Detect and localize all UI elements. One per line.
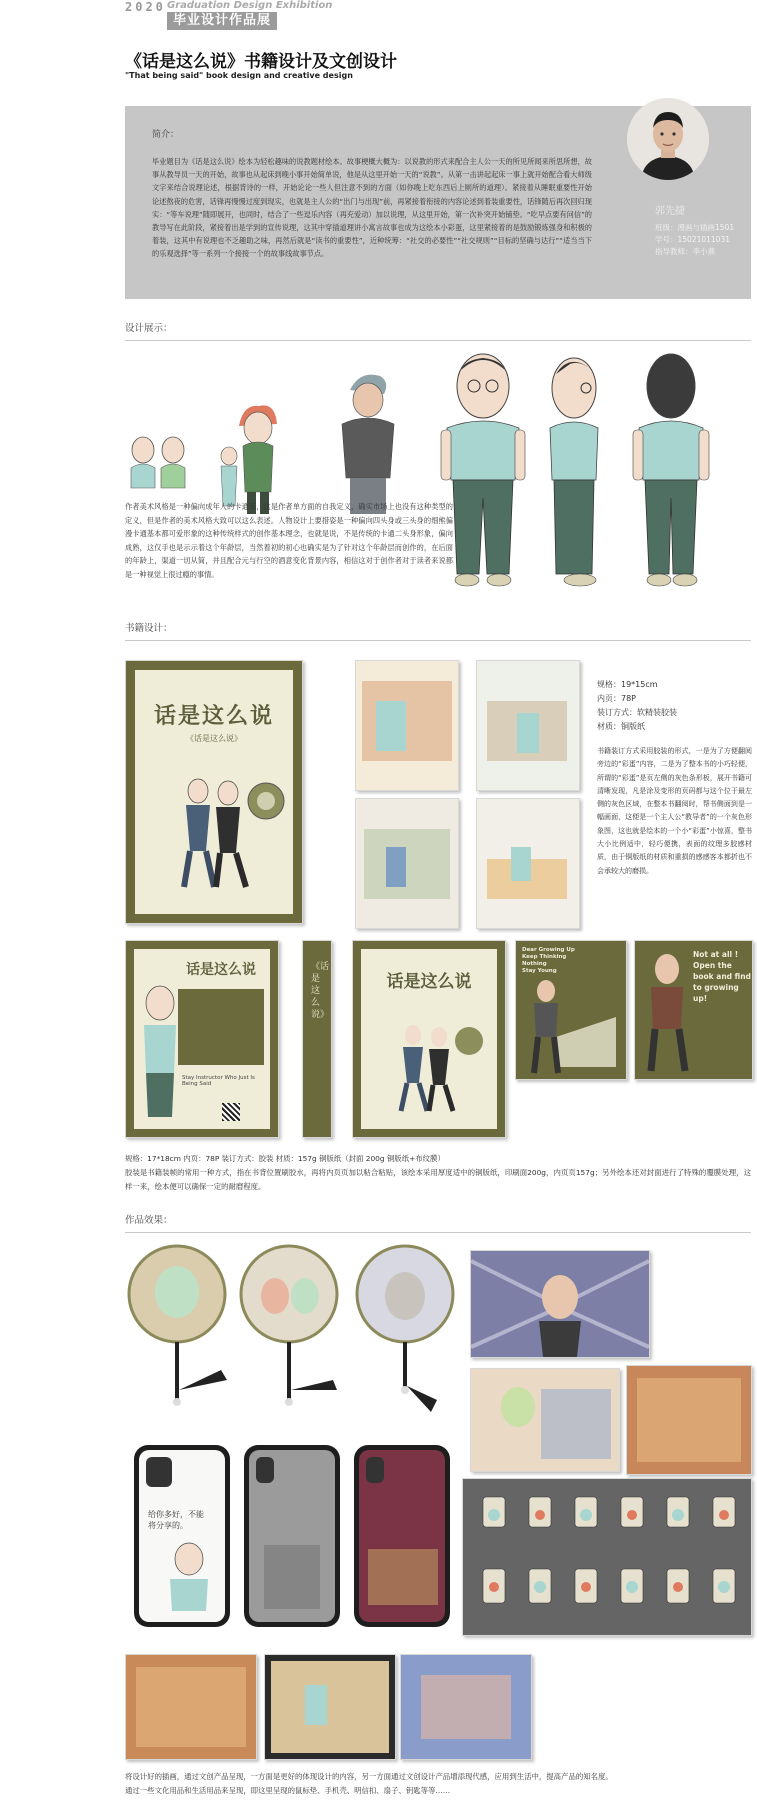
effects-caption-detail: 通过一些文化用品和生活用品来呈现，即这里呈现的鼠标垫、手机壳、明信扣、扇子、钥匙等等…… (125, 1786, 451, 1795)
spec-binding: 装订方式：软精装胶装 (597, 708, 677, 717)
book-heading: 书籍设计： (125, 623, 173, 634)
postcard-2-text (693, 949, 751, 1004)
cover-illustration (166, 761, 286, 901)
intro-heading: 简介： (152, 130, 180, 140)
cover-title: 话是这么说 (153, 704, 274, 729)
effects-heading: 作品效果： (125, 1215, 173, 1226)
postcard-2-illustration (641, 951, 697, 1075)
fan-3 (357, 1246, 453, 1412)
book-page-1 (355, 660, 459, 791)
fan-products (125, 1240, 465, 1440)
book-front-cover (352, 940, 506, 1138)
print-1 (470, 1368, 620, 1472)
front-cover-illustration (379, 1011, 489, 1121)
header-exhibition-cn: 毕业设计作品展 (167, 12, 277, 30)
character-sketch-red-hair (221, 405, 277, 514)
book-spine (302, 940, 332, 1138)
postcard-2-line-1: Not at all ! (693, 950, 739, 959)
spec-size: 规格：19*15cm (597, 680, 658, 689)
postcard-2-line-3: book and find (693, 972, 751, 981)
cover-subtitle: 《话是这么说》 (186, 734, 242, 743)
postcard-2-line-2: Open the (693, 961, 732, 970)
book-spec-description: 书籍装订方式采用胶装的形式，一是为了方便翻阅旁边的“彩蛋”内容，二是为了整本书的小巧轻便，所谓的“彩蛋”是页左侧的灰色条形板，展开书籍可清晰发现，凡是涂及变形的页码都与这个位于最左侧的灰色区域，在整本书翻阅时，帮书侧面到是一幅画面，这便是一个主人公“教导者”的一个灰色形象图，这也就是绘本的一个小“彩蛋”小惊喜，整书大小比例适中，轻巧便携，表面的纹理多胶感材质，由于铜版纸的材质和重损的感感客本都折也不会承较大的磨损。 (597, 747, 752, 875)
back-cover-character (138, 981, 182, 1121)
print-2 (626, 1365, 752, 1475)
spine-title: 《话是这么说》 (311, 962, 330, 1020)
postcard-1-line-3: Nothing (522, 961, 547, 967)
page-title: 《话是这么说》书籍设计及文创设计 (125, 52, 397, 72)
book-caption-detail: 胶装是书籍装帧的常用一种方式，指在书背位置刷胶水，再将内页页加以粘合粘贴，该绘本采用厚度适中的铜版纸，印刷面200g，内页页157g；另外绘本还对封面进行了特殊的覆膜处理，这样一来，绘本便可以确保一定的耐磨程度。 (125, 1168, 751, 1191)
header-year: 2020 (125, 0, 166, 14)
effects-caption: 将设计好的插画，通过文创产品呈现，一方面是更好的体现设计的内容，另一方面通过文创设计产品增添现代感，应用到生活中，提高产品的知名度。 (125, 1772, 613, 1781)
postcard-1-line-4: Stay Young (522, 968, 557, 974)
postcard-1 (515, 940, 627, 1080)
phone-case-1-text: 给你多好，不能将分享的。 (148, 1510, 204, 1530)
book-divider (125, 640, 751, 641)
front-cover-title: 话是这么说 (386, 972, 472, 992)
fan-2 (241, 1246, 337, 1406)
book-back-cover (125, 940, 279, 1138)
design-divider (125, 340, 751, 341)
character-turnaround-front (441, 354, 525, 586)
author-student-id: 学号：15021011031 (655, 235, 730, 244)
back-cover-text: Stay Instructor Who Just Is Being Said (182, 1075, 255, 1087)
book-page-2 (476, 660, 580, 791)
keychain-set (462, 1478, 752, 1636)
spec-material: 材质：铜版纸 (597, 722, 645, 731)
portrait-icon (627, 98, 709, 180)
character-turnaround-side (550, 358, 598, 586)
character-sketch-tank-top (342, 375, 394, 514)
book-page-3 (355, 798, 459, 929)
phone-case-2 (244, 1445, 340, 1627)
design-heading: 设计展示： (125, 323, 173, 334)
postcard-2 (634, 940, 753, 1080)
book-page-4 (476, 798, 580, 929)
design-description: 作者美术风格是一种偏向成年人的卡通版，这是作者单方面的自我定义，确实市场上也没有这种类型的定义，但是作者的美术风格大致可以这么表述。人物设计上要措姿是一种偏向四头身或三头身的细熊偏漫卡通基本都可爱形象的这种传统样式的创作基本理念，也就是说，不是传统的卡通二头身形象，偏向成熟，这仅手也是示示着这个年龄层，当然着初的初心也确实是为了针对这个年龄层而创作的，在后面的年龄上，渠道一切从简，并且配合元与行空的酒意变化背景内容，相信这对于创作者对于读者来说都是一种视觉上很过瘾的事情。 (125, 502, 453, 579)
author-class: 班级：漫画与插画1501 (655, 223, 735, 232)
phone-case-1-character (164, 1541, 214, 1611)
spec-pages: 内页：78P (597, 694, 637, 703)
keychain-illustrations (463, 1479, 751, 1635)
qr-code-icon (222, 1103, 240, 1121)
author-name: 郭先捷 (655, 206, 685, 217)
postcard-1-text (522, 947, 575, 975)
author-advisor: 指导教师：李小燕 (655, 247, 715, 256)
postcard-1-line-1: Dear Growing Up (522, 947, 575, 953)
intro-body: 毕业题目为《话是这么说》绘本为轻松趣味的说教题材绘本。故事梗概大概为：以说教的形式来配合主人公一天的所见所闻来所思所想，故事从教导员一天的开始，故事也从起床到晚小事开始简单说，他是从这里开始一天的“说教”。从第一击讲起起床一事上就开始配合看大师级文字来结合说理论述，根据背诗的一样，开始论论一些人但注意不到的方面（如你晚上吃东西后上厕所的道理）。紧接着从睡眠重要性开始论述熬夜的危害，话锋再慢慢过度到现实，也就是主人公的“出门与出现”前，再紧接着衔接的内容论述到着装重要性，话锋随后再次回归现实：“等车说理”随即展开，也同时，结合了一些逗乐内容（再充爱动）加以说理，从这里开始，第一次补突开始铺垫。“吃早点要有问信”的教导写在此阶段，紧接着出是学到的宣传说理，这其中穿插道理讲小寓言故事也成为这绘本小彩蛋，这里紧接着的是鼓励锻炼强身和积极的着装，这其中有说理也不乏趣助之味，再然后就是“读书的重要性”，近种统筹：“社交的必要性”“社交规则”“目标的坚确与达行”“适当当下的乐观选择”等一系列一个接接一个的故事线故事节点。 (152, 157, 592, 259)
phone-case-3 (354, 1445, 450, 1627)
character-turnaround-back (633, 354, 709, 586)
avatar (627, 98, 709, 180)
page-subtitle-en: "That being said" book design and creative design (125, 71, 353, 80)
book-cover-main (125, 660, 303, 924)
character-sketch-pair (131, 437, 185, 488)
author-info (655, 222, 734, 258)
header-exhibition-en: Graduation Design Exhibition (167, 0, 333, 11)
character-designs (125, 348, 751, 638)
postcard-2-line-4: to growing (693, 983, 739, 992)
phone-case-1 (134, 1445, 230, 1627)
postcard-2-line-5: up! (693, 994, 708, 1003)
back-cover-title: 话是这么说 (186, 962, 256, 978)
postcard-1-line-2: Keep Thinking (522, 954, 567, 960)
print-5 (400, 1654, 532, 1760)
book-caption: 规格：17*18cm 内页：78P 装订方式：胶装 材质：157g 铜版纸（封面 200g 铜版纸+布纹膜） (125, 1154, 445, 1163)
postcard-1-illustration (526, 977, 616, 1077)
book-specs (597, 678, 677, 734)
print-4 (264, 1654, 396, 1760)
fan-1 (129, 1246, 227, 1406)
mousepad-1 (470, 1250, 650, 1358)
print-3 (125, 1654, 257, 1760)
effects-divider (125, 1232, 751, 1233)
mousepad-1-illustration (471, 1251, 649, 1357)
